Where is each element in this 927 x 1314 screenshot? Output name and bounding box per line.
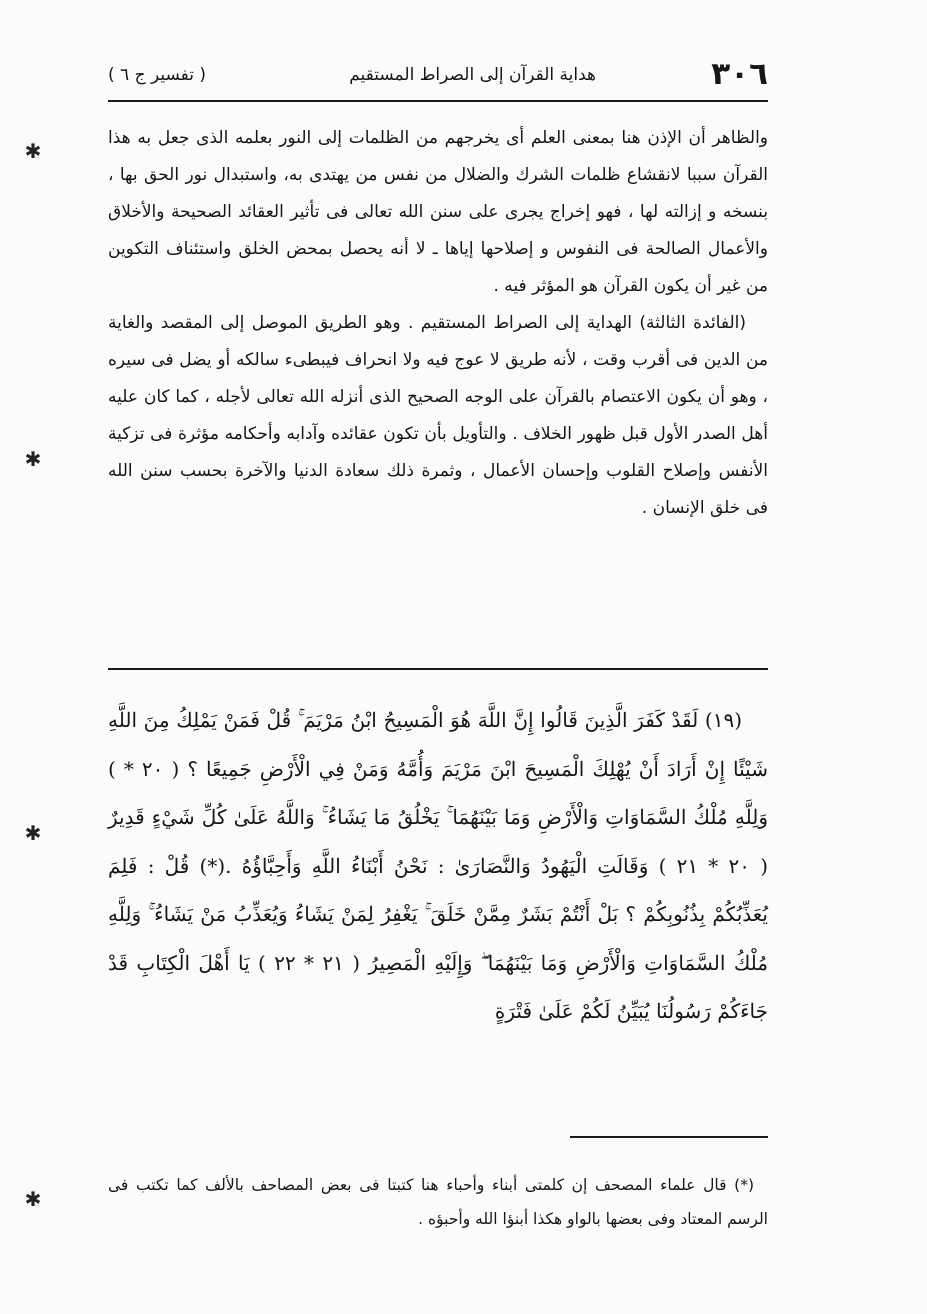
margin-ornament-icon: ✱ bbox=[24, 1187, 42, 1211]
commentary-paragraph: (الفائدة الثالثة) الهداية إلى الصراط المستقيم . وهو الطريق الموصل إلى المقصد والغاية من الدين فى أقرب وقت ، لأنه طريق لا عوج فيه ولا انحراف فيبطىء سالكه أو يضل فى سيره ، وهو أن يكون الاعتصام بالقرآن على الوجه الصحيح الذى أنزله الله تعالى لأجله ، كما كان عليه أهل الصدر الأول قبل ظهور الخلاف . والتأويل بأن تكون عقائده وآدابه وأحكامه مؤثرة فى تزكية الأنفس وإصلاح القلوب وإحسان الأعمال ، وثمرة ذلك سعادة الدنيا والآخرة بحسب سنن الله فى خلق الإنسان . bbox=[108, 313, 768, 518]
commentary-block bbox=[108, 120, 768, 527]
margin-ornament-icon: ✱ bbox=[24, 821, 42, 845]
footnote-block bbox=[108, 1168, 768, 1236]
quran-verses: (١٩) لَقَدْ كَفَرَ الَّذِينَ قَالُوا إِنَّ اللَّهَ هُوَ الْمَسِيحُ ابْنُ مَرْيَمَ ۚ قُلْ فَمَنْ يَمْلِكُ مِنَ اللَّهِ شَيْئًا إِنْ أَرَادَ أَنْ يُهْلِكَ الْمَسِيحَ ابْنَ مَرْيَمَ وَأُمَّهُ وَمَنْ فِي الْأَرْضِ جَمِيعًا ؟ ( ٢٠ * ) وَلِلَّهِ مُلْكُ السَّمَاوَاتِ وَالْأَرْضِ وَمَا بَيْنَهُمَا ۚ يَخْلُقُ مَا يَشَاءُ ۚ وَاللَّهُ عَلَىٰ كُلِّ شَيْءٍ قَدِيرٌ ( ٢٠ * ٢١ ) وَقَالَتِ الْيَهُودُ وَالنَّصَارَىٰ : نَحْنُ أَبْنَاءُ اللَّهِ وَأَحِبَّاؤُهُ .(*) قُلْ : فَلِمَ يُعَذِّبُكُمْ بِذُنُوبِكُمْ ؟ بَلْ أَنْتُمْ بَشَرٌ مِمَّنْ خَلَقَ ۚ يَغْفِرُ لِمَنْ يَشَاءُ وَيُعَذِّبُ مَنْ يَشَاءُ ۚ وَلِلَّهِ مُلْكُ السَّمَاوَاتِ وَالْأَرْضِ وَمَا بَيْنَهُمَا ۖ وَإِلَيْهِ الْمَصِيرُ ( ٢١ * ٢٢ ) يَا أَهْلَ الْكِتَابِ قَدْ جَاءَكُمْ رَسُولُنَا يُبَيِّنُ لَكُمْ عَلَىٰ فَتْرَةٍ bbox=[108, 708, 769, 1023]
footnote-text: (*) قال علماء المصحف إن كلمتى أبناء وأحباء هنا كتبتا فى بعض المصاحف بالألف كما تكتب فى الرسم المعتاد وفى بعضها بالواو هكذا أبنؤا الله وأحبؤه . bbox=[108, 1176, 768, 1228]
footnote-rule bbox=[570, 1136, 768, 1138]
quran-verses-block bbox=[108, 696, 768, 1036]
commentary-paragraph: والظاهر أن الإذن هنا بمعنى العلم أى يخرجهم من الظلمات إلى النور بعلمه الذى جعل به هذا القرآن سببا لانقشاع ظلمات الشرك والضلال من نفس من يهتدى به، واستبدال نور الحق بها ، بنسخه و إزالته لها ، فهو إخراج يجرى على سنن الله تعالى فى تأثير العقائد الصحيحة والأخلاق والأعمال الصالحة فى النفوس و إصلاحها إياها ـ لا أنه يحصل بمحض الخلق واستئناف التكوين من غير أن يكون القرآن هو المؤثر فيه . bbox=[108, 128, 768, 296]
page-number: ٣٠٦ bbox=[711, 56, 768, 92]
page-header bbox=[108, 56, 768, 96]
margin-ornament-icon: ✱ bbox=[24, 447, 42, 471]
section-divider bbox=[108, 668, 768, 670]
running-title: هداية القرآن إلى الصراط المستقيم bbox=[349, 65, 596, 85]
margin-ornament-icon: ✱ bbox=[24, 139, 42, 163]
header-rule bbox=[108, 100, 768, 102]
section-reference: ( تفسير ج ٦ ) bbox=[108, 65, 207, 85]
